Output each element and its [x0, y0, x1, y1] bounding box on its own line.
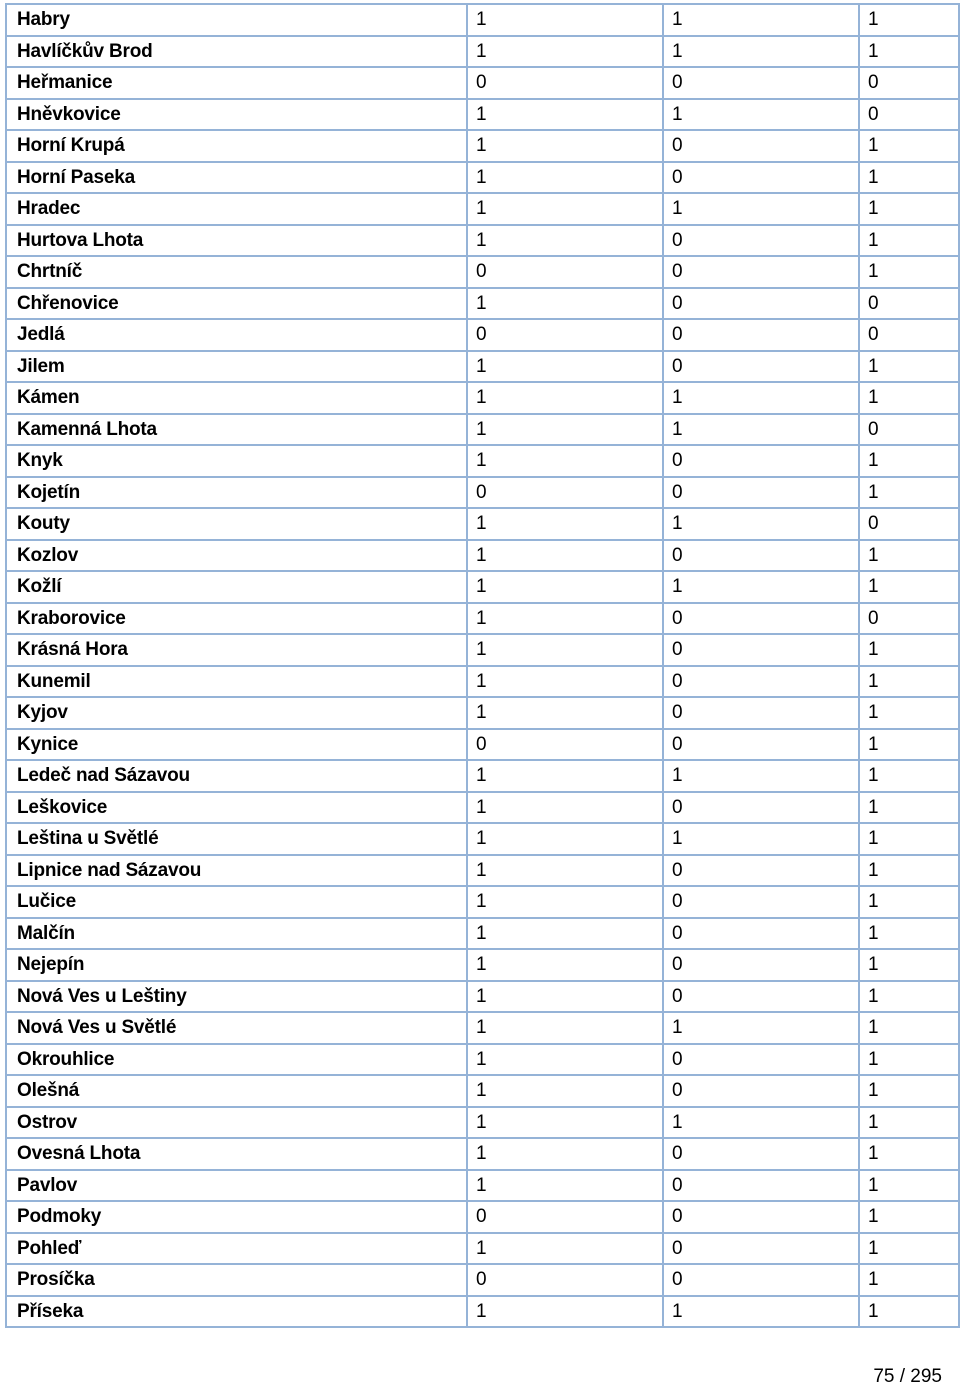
value-cell-2: 0 — [663, 634, 859, 666]
value-cell-2: 0 — [663, 1264, 859, 1296]
table-row — [6, 666, 959, 698]
municipality-name-cell: Okrouhlice — [6, 1044, 467, 1076]
value-cell-1: 1 — [467, 225, 663, 257]
municipality-name-cell: Malčín — [6, 918, 467, 950]
value-cell-1: 0 — [467, 477, 663, 509]
value-cell-3: 0 — [859, 67, 959, 99]
table-row — [6, 508, 959, 540]
municipality-name-cell: Kraborovice — [6, 603, 467, 635]
value-cell-2: 0 — [663, 225, 859, 257]
municipality-name-cell: Kamenná Lhota — [6, 414, 467, 446]
value-cell-3: 1 — [859, 1138, 959, 1170]
table-row — [6, 918, 959, 950]
municipality-name-cell: Pavlov — [6, 1170, 467, 1202]
value-cell-2: 0 — [663, 351, 859, 383]
municipality-name-cell: Kozlov — [6, 540, 467, 572]
value-cell-1: 0 — [467, 319, 663, 351]
table-row — [6, 886, 959, 918]
value-cell-2: 1 — [663, 508, 859, 540]
value-cell-2: 0 — [663, 162, 859, 194]
value-cell-3: 1 — [859, 792, 959, 824]
value-cell-1: 0 — [467, 256, 663, 288]
value-cell-3: 1 — [859, 1264, 959, 1296]
value-cell-1: 1 — [467, 981, 663, 1013]
municipality-name-cell: Lipnice nad Sázavou — [6, 855, 467, 887]
municipality-name-cell: Jedlá — [6, 319, 467, 351]
value-cell-1: 1 — [467, 1075, 663, 1107]
table-row — [6, 256, 959, 288]
municipality-name-cell: Hurtova Lhota — [6, 225, 467, 257]
value-cell-3: 1 — [859, 477, 959, 509]
table-row — [6, 162, 959, 194]
municipality-name-cell: Kožlí — [6, 571, 467, 603]
municipality-name-cell: Nejepín — [6, 949, 467, 981]
value-cell-3: 1 — [859, 36, 959, 68]
value-cell-1: 1 — [467, 4, 663, 36]
value-cell-2: 0 — [663, 256, 859, 288]
value-cell-1: 1 — [467, 697, 663, 729]
value-cell-3: 1 — [859, 193, 959, 225]
value-cell-1: 1 — [467, 855, 663, 887]
municipality-name-cell: Příseka — [6, 1296, 467, 1328]
value-cell-3: 1 — [859, 162, 959, 194]
value-cell-1: 1 — [467, 1233, 663, 1265]
municipality-name-cell: Kunemil — [6, 666, 467, 698]
value-cell-3: 0 — [859, 414, 959, 446]
table-row — [6, 1170, 959, 1202]
value-cell-1: 1 — [467, 99, 663, 131]
value-cell-2: 1 — [663, 193, 859, 225]
municipality-name-cell: Kojetín — [6, 477, 467, 509]
value-cell-2: 1 — [663, 36, 859, 68]
value-cell-2: 0 — [663, 1233, 859, 1265]
value-cell-1: 1 — [467, 949, 663, 981]
value-cell-3: 1 — [859, 1012, 959, 1044]
table-row — [6, 193, 959, 225]
value-cell-2: 0 — [663, 1201, 859, 1233]
value-cell-3: 0 — [859, 508, 959, 540]
value-cell-1: 1 — [467, 634, 663, 666]
value-cell-3: 1 — [859, 760, 959, 792]
table-row — [6, 1296, 959, 1328]
value-cell-1: 1 — [467, 1012, 663, 1044]
value-cell-1: 1 — [467, 571, 663, 603]
value-cell-1: 1 — [467, 823, 663, 855]
value-cell-2: 1 — [663, 760, 859, 792]
value-cell-2: 0 — [663, 1044, 859, 1076]
value-cell-2: 0 — [663, 697, 859, 729]
table-row — [6, 319, 959, 351]
value-cell-2: 1 — [663, 571, 859, 603]
value-cell-1: 1 — [467, 382, 663, 414]
value-cell-2: 0 — [663, 855, 859, 887]
table-row — [6, 634, 959, 666]
value-cell-2: 0 — [663, 288, 859, 320]
municipality-name-cell: Nová Ves u Leštiny — [6, 981, 467, 1013]
municipality-name-cell: Chrtníč — [6, 256, 467, 288]
value-cell-3: 0 — [859, 603, 959, 635]
value-cell-3: 1 — [859, 445, 959, 477]
value-cell-3: 0 — [859, 99, 959, 131]
table-row — [6, 1107, 959, 1139]
value-cell-2: 0 — [663, 666, 859, 698]
table-row — [6, 603, 959, 635]
table-row — [6, 414, 959, 446]
value-cell-2: 0 — [663, 981, 859, 1013]
value-cell-3: 1 — [859, 571, 959, 603]
value-cell-3: 1 — [859, 1075, 959, 1107]
value-cell-1: 1 — [467, 1107, 663, 1139]
value-cell-2: 0 — [663, 445, 859, 477]
value-cell-1: 1 — [467, 666, 663, 698]
value-cell-3: 1 — [859, 886, 959, 918]
value-cell-1: 1 — [467, 162, 663, 194]
value-cell-3: 1 — [859, 697, 959, 729]
value-cell-1: 1 — [467, 760, 663, 792]
municipality-name-cell: Prosíčka — [6, 1264, 467, 1296]
municipality-name-cell: Lučice — [6, 886, 467, 918]
value-cell-3: 1 — [859, 918, 959, 950]
municipality-name-cell: Jilem — [6, 351, 467, 383]
municipality-name-cell: Ostrov — [6, 1107, 467, 1139]
value-cell-3: 0 — [859, 319, 959, 351]
municipality-name-cell: Horní Paseka — [6, 162, 467, 194]
municipality-name-cell: Heřmanice — [6, 67, 467, 99]
value-cell-3: 1 — [859, 1296, 959, 1328]
table-row — [6, 445, 959, 477]
value-cell-2: 0 — [663, 1138, 859, 1170]
value-cell-2: 0 — [663, 886, 859, 918]
municipality-name-cell: Kyjov — [6, 697, 467, 729]
value-cell-2: 0 — [663, 319, 859, 351]
value-cell-2: 0 — [663, 792, 859, 824]
value-cell-3: 1 — [859, 225, 959, 257]
municipality-table — [5, 3, 960, 1328]
value-cell-3: 1 — [859, 382, 959, 414]
value-cell-2: 0 — [663, 67, 859, 99]
value-cell-3: 1 — [859, 855, 959, 887]
value-cell-2: 0 — [663, 477, 859, 509]
value-cell-2: 0 — [663, 603, 859, 635]
value-cell-3: 1 — [859, 540, 959, 572]
value-cell-2: 1 — [663, 414, 859, 446]
table-row — [6, 729, 959, 761]
table-row — [6, 67, 959, 99]
municipality-name-cell: Knyk — [6, 445, 467, 477]
municipality-name-cell: Podmoky — [6, 1201, 467, 1233]
municipality-name-cell: Kámen — [6, 382, 467, 414]
value-cell-3: 1 — [859, 1170, 959, 1202]
value-cell-1: 1 — [467, 886, 663, 918]
municipality-name-cell: Hněvkovice — [6, 99, 467, 131]
value-cell-2: 1 — [663, 4, 859, 36]
table-row — [6, 571, 959, 603]
value-cell-2: 1 — [663, 382, 859, 414]
value-cell-3: 0 — [859, 288, 959, 320]
value-cell-1: 1 — [467, 792, 663, 824]
value-cell-1: 1 — [467, 540, 663, 572]
table-body — [6, 4, 959, 1327]
municipality-name-cell: Chřenovice — [6, 288, 467, 320]
value-cell-2: 0 — [663, 729, 859, 761]
value-cell-1: 1 — [467, 351, 663, 383]
value-cell-1: 1 — [467, 603, 663, 635]
value-cell-3: 1 — [859, 1201, 959, 1233]
value-cell-3: 1 — [859, 1233, 959, 1265]
table-row — [6, 1233, 959, 1265]
municipality-name-cell: Habry — [6, 4, 467, 36]
value-cell-3: 1 — [859, 256, 959, 288]
value-cell-3: 1 — [859, 4, 959, 36]
value-cell-2: 0 — [663, 1075, 859, 1107]
table-row — [6, 382, 959, 414]
table-row — [6, 540, 959, 572]
municipality-name-cell: Pohleď — [6, 1233, 467, 1265]
value-cell-2: 0 — [663, 130, 859, 162]
value-cell-3: 1 — [859, 130, 959, 162]
value-cell-1: 1 — [467, 193, 663, 225]
value-cell-2: 0 — [663, 1170, 859, 1202]
municipality-name-cell: Hradec — [6, 193, 467, 225]
value-cell-3: 1 — [859, 351, 959, 383]
value-cell-1: 1 — [467, 1296, 663, 1328]
value-cell-3: 1 — [859, 729, 959, 761]
table-row — [6, 1138, 959, 1170]
value-cell-2: 1 — [663, 1012, 859, 1044]
value-cell-1: 1 — [467, 414, 663, 446]
table-row — [6, 1201, 959, 1233]
page-number: 75 / 295 — [873, 1366, 942, 1387]
municipality-name-cell: Kouty — [6, 508, 467, 540]
table-row — [6, 981, 959, 1013]
value-cell-1: 0 — [467, 1264, 663, 1296]
value-cell-2: 0 — [663, 918, 859, 950]
municipality-name-cell: Havlíčkův Brod — [6, 36, 467, 68]
value-cell-3: 1 — [859, 666, 959, 698]
value-cell-1: 1 — [467, 130, 663, 162]
value-cell-1: 0 — [467, 1201, 663, 1233]
table-row — [6, 288, 959, 320]
table-row — [6, 225, 959, 257]
municipality-name-cell: Ovesná Lhota — [6, 1138, 467, 1170]
value-cell-3: 1 — [859, 949, 959, 981]
municipality-name-cell: Ledeč nad Sázavou — [6, 760, 467, 792]
value-cell-1: 1 — [467, 1170, 663, 1202]
table-row — [6, 1264, 959, 1296]
value-cell-1: 0 — [467, 67, 663, 99]
table-row — [6, 1075, 959, 1107]
table-row — [6, 760, 959, 792]
table-row — [6, 130, 959, 162]
table-row — [6, 792, 959, 824]
table-row — [6, 36, 959, 68]
value-cell-1: 1 — [467, 1044, 663, 1076]
table-row — [6, 697, 959, 729]
value-cell-2: 1 — [663, 1296, 859, 1328]
value-cell-3: 1 — [859, 634, 959, 666]
value-cell-1: 1 — [467, 36, 663, 68]
table-row — [6, 855, 959, 887]
table-row — [6, 949, 959, 981]
table-row — [6, 477, 959, 509]
value-cell-1: 1 — [467, 445, 663, 477]
municipality-name-cell: Kynice — [6, 729, 467, 761]
table-row — [6, 99, 959, 131]
value-cell-1: 1 — [467, 918, 663, 950]
value-cell-2: 1 — [663, 823, 859, 855]
value-cell-2: 0 — [663, 949, 859, 981]
value-cell-3: 1 — [859, 1044, 959, 1076]
value-cell-1: 1 — [467, 1138, 663, 1170]
value-cell-2: 1 — [663, 1107, 859, 1139]
value-cell-3: 1 — [859, 1107, 959, 1139]
value-cell-3: 1 — [859, 823, 959, 855]
value-cell-2: 1 — [663, 99, 859, 131]
municipality-name-cell: Krásná Hora — [6, 634, 467, 666]
municipality-name-cell: Nová Ves u Světlé — [6, 1012, 467, 1044]
value-cell-1: 1 — [467, 508, 663, 540]
table-row — [6, 1044, 959, 1076]
value-cell-3: 1 — [859, 981, 959, 1013]
value-cell-2: 0 — [663, 540, 859, 572]
table-row — [6, 351, 959, 383]
municipality-name-cell: Leškovice — [6, 792, 467, 824]
table-row — [6, 1012, 959, 1044]
municipality-name-cell: Olešná — [6, 1075, 467, 1107]
value-cell-1: 0 — [467, 729, 663, 761]
table-row — [6, 4, 959, 36]
municipality-name-cell: Horní Krupá — [6, 130, 467, 162]
value-cell-1: 1 — [467, 288, 663, 320]
table-row — [6, 823, 959, 855]
municipality-name-cell: Leština u Světlé — [6, 823, 467, 855]
